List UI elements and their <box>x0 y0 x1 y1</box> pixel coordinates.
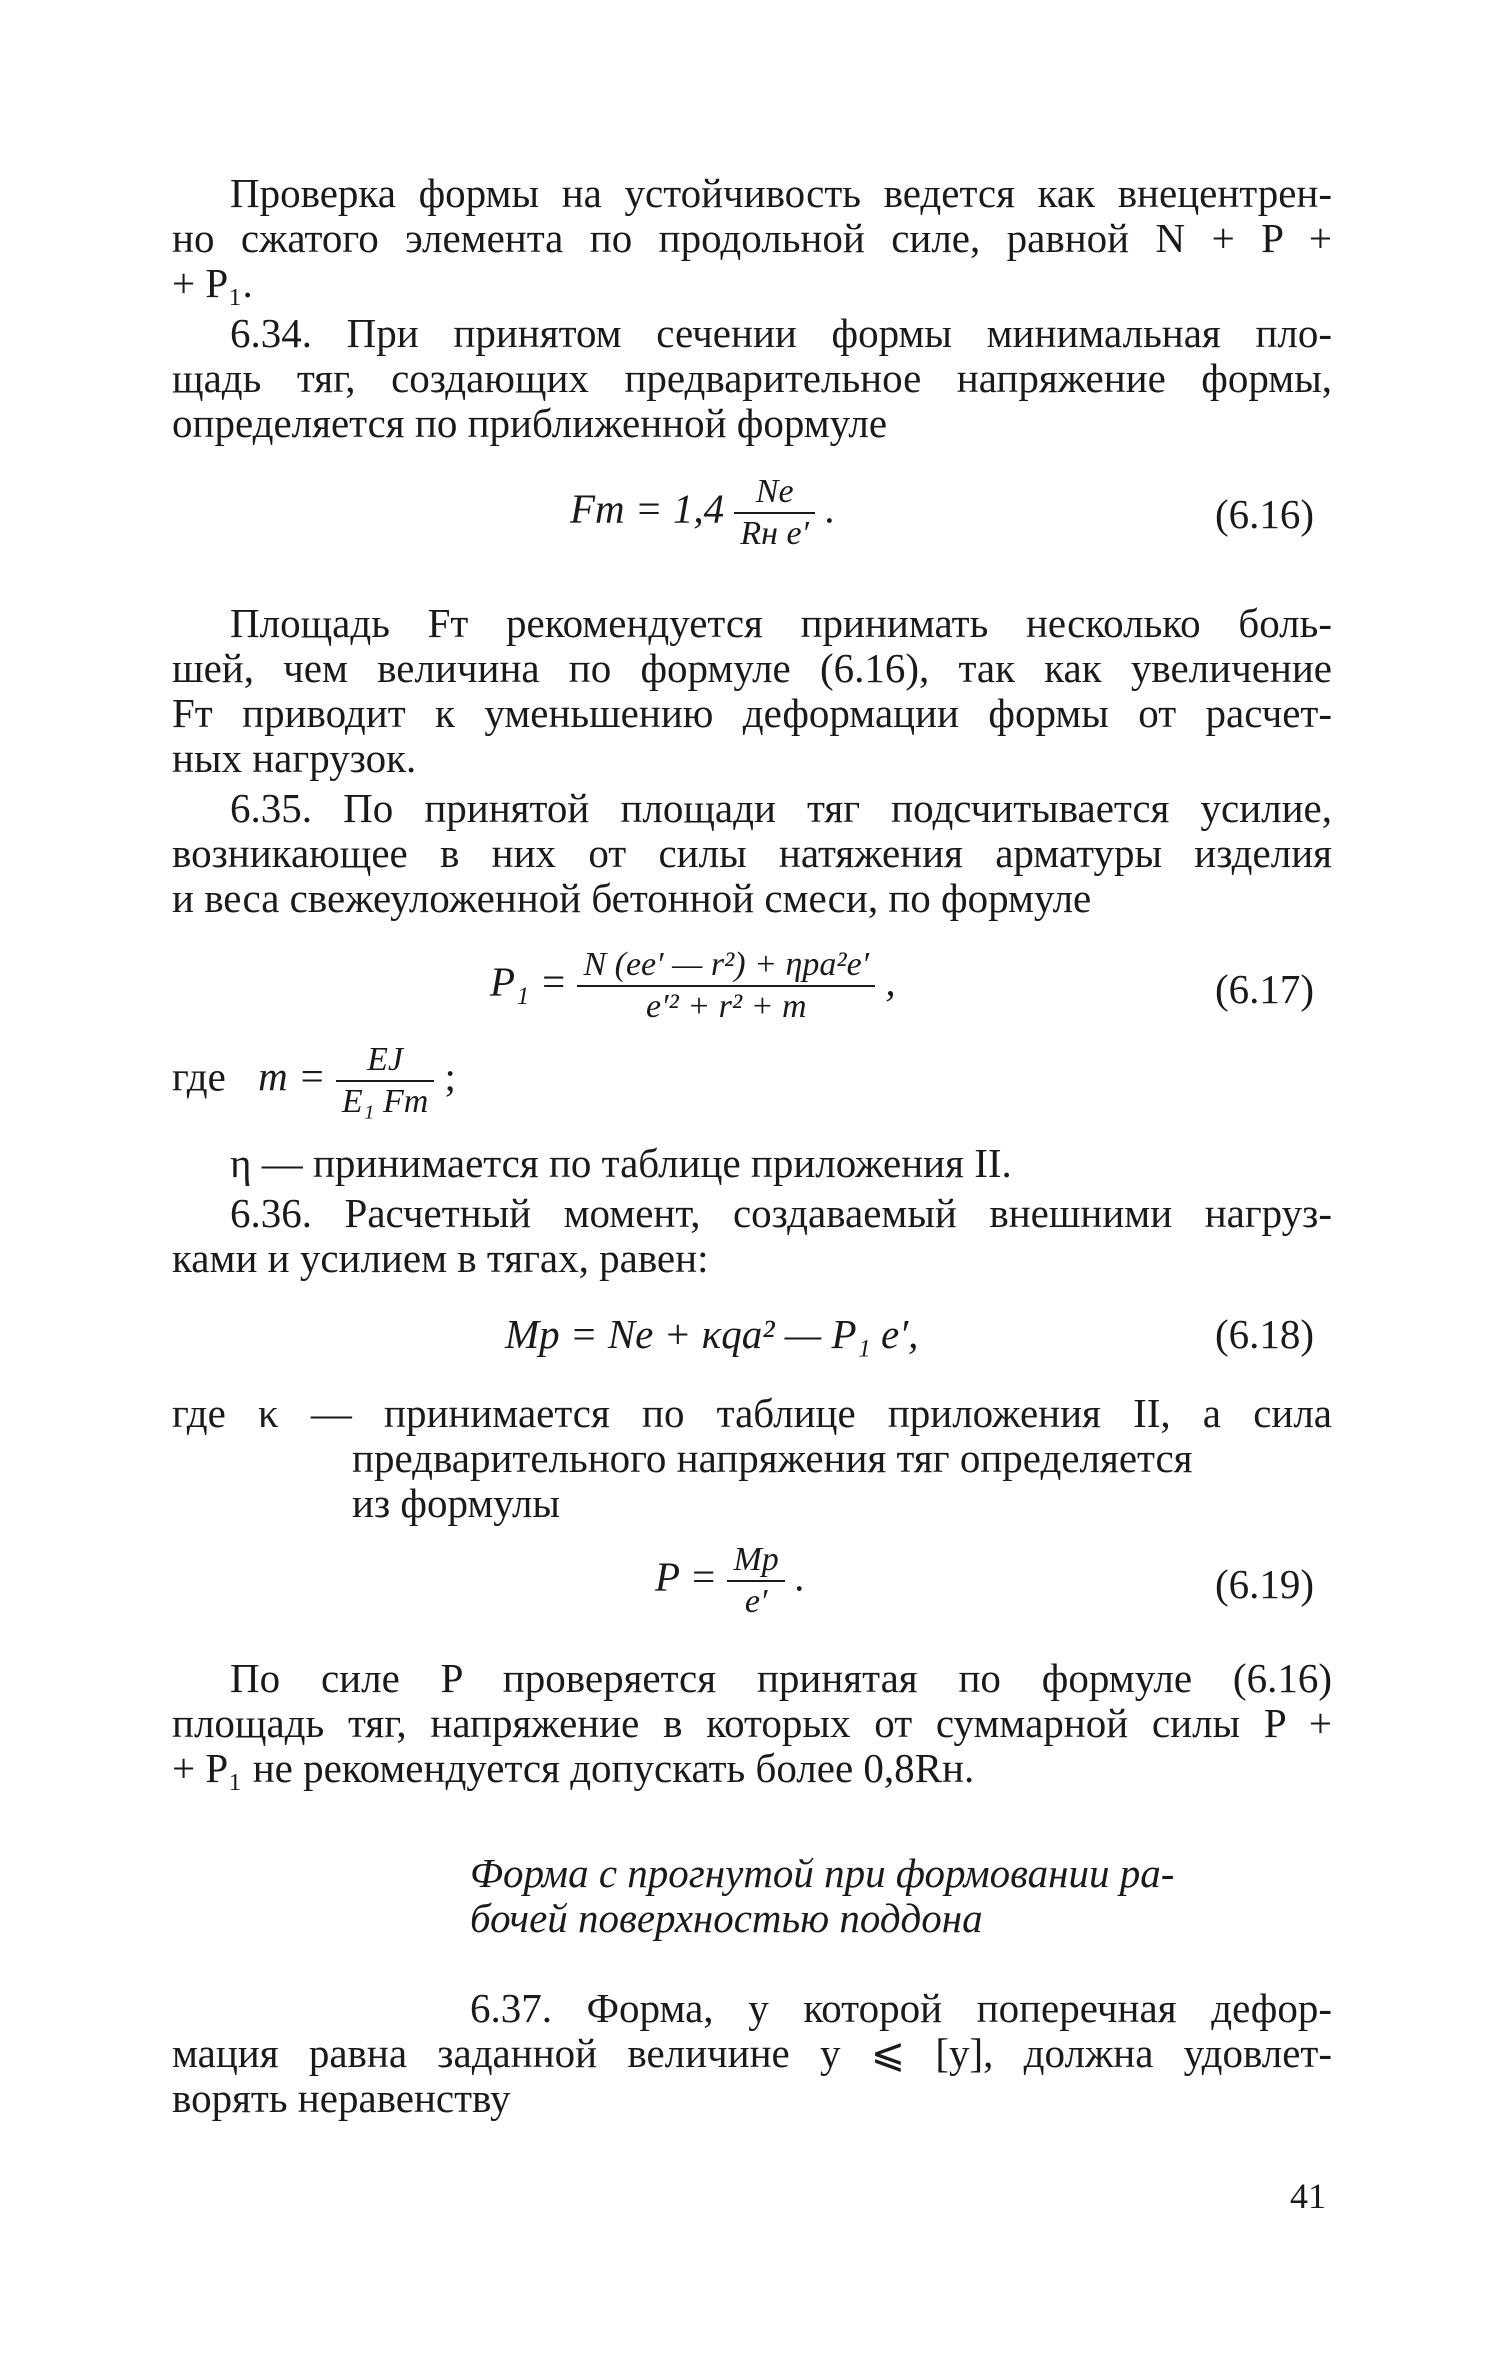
formula-6-19 <box>655 1540 805 1622</box>
section-6-36-line: ками и усилием в тягах, равен: <box>172 1235 709 1281</box>
section-6-37-line: ворять неравенству <box>172 2075 511 2121</box>
fraction-denominator: e′ <box>727 1580 784 1622</box>
formula-lhs: P = <box>655 1553 718 1600</box>
formula-tail: ; <box>444 1053 456 1100</box>
section-6-35-line: возникающее в них от силы натяжения арматуры изделия <box>172 830 1332 876</box>
eta-definition: η — принимается по таблице приложения II. <box>230 1140 1012 1186</box>
formula-lhs: P₁ = <box>490 958 568 1005</box>
equation-number: (6.19) <box>1215 1561 1315 1607</box>
fraction <box>727 1540 784 1622</box>
fraction-numerator: N (ee′ — r²) + ηpa²e′ <box>583 946 870 983</box>
section-6-34-line: определяется по приближенной формуле <box>172 400 888 446</box>
fraction-denominator: e′² + r² + m <box>577 985 875 1027</box>
paragraph-line: шей, чем величина по формуле (6.16), так как увеличение <box>172 645 1332 691</box>
paragraph-line: Площадь Fт рекомендуется принимать несколько боль- <box>230 600 1332 646</box>
fraction-denominator: E₁ Fт <box>336 1080 434 1122</box>
definition-kappa-line: где κ — принимается по таблице приложения II, а сила <box>172 1390 1332 1436</box>
section-6-36-line: 6.36. Расчетный момент, создаваемый внешними нагруз- <box>230 1190 1332 1236</box>
fraction-numerator: EJ <box>367 1041 404 1078</box>
definition-lhs: m = <box>258 1053 326 1100</box>
fraction-denominator: Rн e′ <box>734 512 815 554</box>
section-6-37-line: мация равна заданной величине y ⩽ [y], должна удовлет- <box>172 2030 1332 2076</box>
page-number: 41 <box>1290 2176 1326 2216</box>
equation-number: (6.17) <box>1215 966 1315 1012</box>
section-6-35-line: и веса свежеуложенной бетонной смеси, по формуле <box>172 875 1092 921</box>
formula-tail: . <box>825 485 836 532</box>
section-heading: бочей поверхностью поддона <box>470 1895 983 1941</box>
paragraph-line: площадь тяг, напряжение в которых от суммарной силы P + <box>172 1700 1332 1746</box>
formula-6-16 <box>570 472 836 554</box>
paragraph-line: + P₁ не рекомендуется допускать более 0,8Rн. <box>172 1745 975 1791</box>
section-heading: Форма с прогнутой при формовании ра- <box>470 1850 1175 1896</box>
definition-m <box>172 1040 456 1122</box>
section-6-37-line: 6.37. Форма, у которой поперечная дефор- <box>470 1985 1332 2031</box>
equation-number: (6.16) <box>1215 491 1315 537</box>
paragraph-line: По силе P проверяется принятая по формуле (6.16) <box>230 1655 1332 1701</box>
fraction <box>336 1040 434 1122</box>
formula-6-18: Mр = Ne + κqa² — P₁ e′, <box>505 1311 919 1357</box>
definition-kappa-line: из формулы <box>352 1480 560 1526</box>
section-6-35-line: 6.35. По принятой площади тяг подсчитывается усилие, <box>230 785 1332 831</box>
formula-tail: . <box>795 1553 806 1600</box>
formula-tail: , <box>885 958 896 1005</box>
formula-6-17 <box>490 945 896 1027</box>
fraction <box>577 945 875 1027</box>
paragraph-line: Fт приводит к уменьшению деформации формы от расчет- <box>172 690 1332 736</box>
fraction-numerator: Mр <box>733 1541 779 1578</box>
fraction <box>734 472 815 554</box>
definition-kappa-line: предварительного напряжения тяг определяется <box>352 1435 1193 1481</box>
section-6-34-line: щадь тяг, создающих предварительное напряжение формы, <box>172 355 1332 401</box>
formula-lhs: Fт = 1,4 <box>570 485 725 532</box>
paragraph-line: Проверка формы на устойчивость ведется как внецентрен- <box>230 170 1332 216</box>
paragraph-line: ных нагрузок. <box>172 735 417 781</box>
fraction-numerator: Ne <box>755 473 794 510</box>
paragraph-line: + P₁. <box>172 260 253 306</box>
equation-number: (6.18) <box>1215 1311 1315 1357</box>
section-6-34-line: 6.34. При принятом сечении формы минимальная пло- <box>230 310 1332 356</box>
where-label: где <box>172 1053 226 1100</box>
paragraph-line: но сжатого элемента по продольной силе, равной N + P + <box>172 215 1332 261</box>
